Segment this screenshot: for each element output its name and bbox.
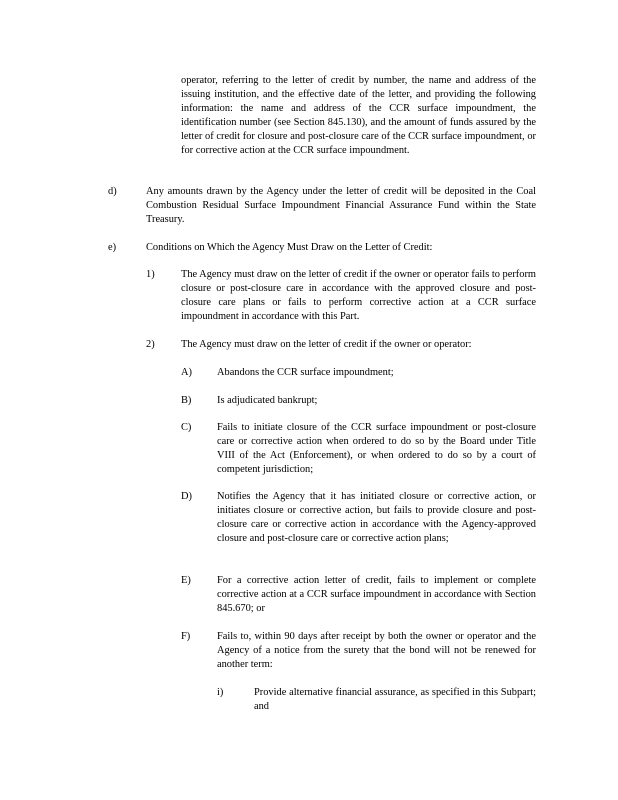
item-label-i: i)	[217, 687, 224, 698]
continued-paragraph: operator, referring to the letter of credit by number, the name and address of the issuing institution, and the effective date of the letter, and providing the following information: the name and address of the CCR surface impoundment, the identification number (see Section 845.130), and the amount of funds assured by the letter of credit for closure and post-closure care of the CCR surface impoundment, or for corrective action at the CCR surface impoundment.	[181, 75, 536, 156]
item-text-e2: The Agency must draw on the letter of credit if the owner or operator:	[181, 339, 472, 350]
item-text-d: Any amounts drawn by the Agency under the letter of credit will be deposited in the Coal Combustion Residual Surface Impoundment Financial Assurance Fund within the State Treasury.	[146, 186, 536, 225]
item-label-F: F)	[181, 631, 191, 642]
item-label-A: A)	[181, 367, 192, 378]
item-text-C: Fails to initiate closure of the CCR surface impoundment or post-closure care or corrective action when ordered to do so by the Board under Title VIII of the Act (Enforcement), or when ordered to do so by a court of competent jurisdiction;	[217, 422, 536, 475]
item-label-e2: 2)	[146, 339, 155, 350]
item-label-B: B)	[181, 395, 192, 406]
item-text-i: Provide alternative financial assurance, as specified in this Subpart; and	[254, 687, 536, 712]
item-text-A: Abandons the CCR surface impoundment;	[217, 367, 394, 378]
item-label-e: e)	[108, 242, 117, 253]
item-text-e1: The Agency must draw on the letter of credit if the owner or operator fails to perform closure or post-closure care in accordance with the approved closure and post-closure care plans or fails to perform corrective action at a CCR surface impoundment in accordance with this Part.	[181, 269, 536, 322]
item-label-d: d)	[108, 186, 117, 197]
item-text-D: Notifies the Agency that it has initiated closure or corrective action, or initiates closure or corrective action, but fails to provide closure and post-closure care or corrective action in accordance with the Agency-approved closure and post-closure care or corrective action plans;	[217, 491, 536, 544]
item-text-F: Fails to, within 90 days after receipt by both the owner or operator and the Agency of a notice from the surety that the bond will not be renewed for another term:	[217, 631, 536, 670]
item-label-D: D)	[181, 491, 192, 502]
item-label-E: E)	[181, 575, 191, 586]
item-text-e: Conditions on Which the Agency Must Draw on the Letter of Credit:	[146, 242, 433, 253]
item-text-B: Is adjudicated bankrupt;	[217, 395, 318, 406]
item-label-C: C)	[181, 422, 192, 433]
item-text-E: For a corrective action letter of credit, fails to implement or complete corrective action at a CCR surface impoundment in accordance with Section 845.670; or	[217, 575, 536, 614]
item-label-e1: 1)	[146, 269, 155, 280]
